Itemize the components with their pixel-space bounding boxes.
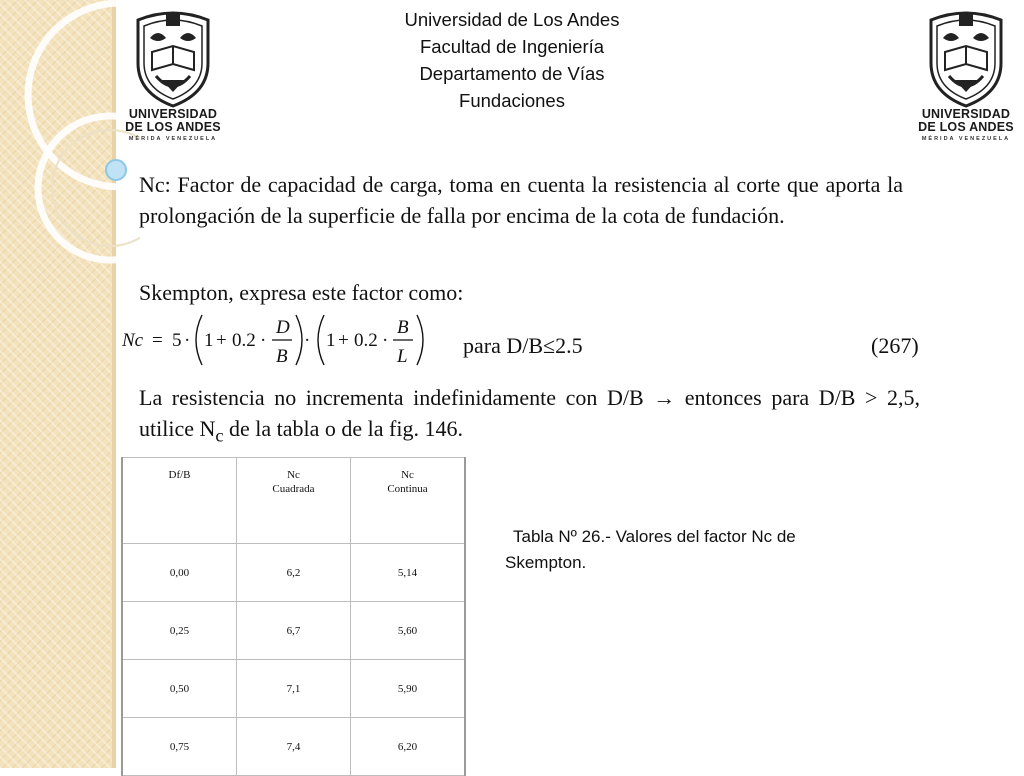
logo-word-universidad: UNIVERSIDAD: [128, 107, 218, 121]
header-nc-continua: [351, 458, 466, 544]
table-row: [122, 718, 465, 776]
right-paren-2: [417, 315, 423, 365]
nc-values-table: [121, 457, 466, 776]
formula-dot-2: ·: [382, 330, 389, 351]
table-row: [122, 660, 465, 718]
formula-lhs: Nc: [122, 330, 144, 351]
crest-icon: [921, 8, 1011, 108]
table-caption: [505, 524, 865, 576]
cell-df-b: 0,50: [122, 660, 237, 718]
cell-nc-continua: 5,90: [351, 660, 466, 718]
formula-denominator-2: L: [397, 346, 408, 367]
header-nc-cuadrada: [237, 458, 351, 544]
cell-nc-cuadrada: 7,4: [237, 718, 351, 776]
caption-line-1: Tabla Nº 26.- Valores del factor Nc de: [513, 527, 796, 546]
slide-header: [300, 6, 724, 114]
cell-nc-cuadrada: 6,2: [237, 544, 351, 602]
right-paren-1: [296, 315, 302, 365]
university-logo-right: [918, 8, 1014, 158]
note-text-part1: La resistencia no incrementa indefinidamente con D/B → entonces para D/B > 2,5, utilice N: [139, 385, 920, 441]
cell-nc-cuadrada: 6,7: [237, 602, 351, 660]
formula-dot-1: ·: [260, 330, 267, 351]
header-department: Departamento de Vías: [419, 63, 605, 84]
formula-condition: para D/B≤2.5: [463, 333, 583, 358]
formula-plus-2: +: [338, 330, 349, 351]
logo-word-de-los-andes: DE LOS ANDES: [918, 120, 1014, 134]
skempton-formula: [120, 309, 430, 371]
university-logo-left: [125, 8, 221, 158]
logo-subtitle: MÉRIDA VENEZUELA: [128, 136, 218, 142]
logo-word-de-los-andes: DE LOS ANDES: [125, 120, 221, 134]
header-df-b: [122, 458, 237, 544]
formula-denominator-1: B: [276, 346, 288, 367]
equation-number: (267): [871, 333, 919, 358]
nc-definition-paragraph: Nc: Factor de capacidad de carga, toma en cuenta la resistencia al corte que aporta la prolongación de la superficie de falla por encima de la cota de fundación.: [139, 172, 903, 228]
note-text-part2: de la tabla o de la fig. 146.: [223, 416, 463, 441]
header-text: Continua: [387, 483, 428, 495]
formula-dot-mid: ·: [304, 330, 311, 351]
cell-df-b: 0,25: [122, 602, 237, 660]
header-text: Nc: [401, 469, 414, 481]
decorative-rings: [0, 0, 140, 300]
bullet-dot-icon: [106, 160, 126, 180]
header-course: Fundaciones: [459, 90, 565, 111]
note-subscript: c: [215, 425, 224, 446]
formula-coefficient: 5: [172, 330, 182, 351]
header-text: Df/B: [168, 469, 191, 481]
nc-values-table-wrapper: [121, 457, 466, 776]
cell-df-b: 0,00: [122, 544, 237, 602]
logo-word-universidad: UNIVERSIDAD: [921, 107, 1011, 121]
cell-nc-continua: 5,14: [351, 544, 466, 602]
formula-plus-1: +: [216, 330, 227, 351]
resistance-note-paragraph: [139, 382, 920, 451]
left-paren-1: [196, 315, 202, 365]
formula-equals: =: [152, 330, 163, 351]
logo-subtitle: MÉRIDA VENEZUELA: [921, 136, 1011, 142]
formula-numerator-2: B: [397, 317, 409, 338]
caption-line-2: Skempton.: [505, 553, 587, 572]
table-row: [122, 602, 465, 660]
formula-numerator-1: D: [276, 317, 290, 338]
cell-df-b: 0,75: [122, 718, 237, 776]
table-row: [122, 544, 465, 602]
crest-icon: [128, 8, 218, 108]
header-text: Cuadrada: [272, 483, 315, 495]
formula-k-2: 0.2: [354, 330, 378, 351]
header-university: Universidad de Los Andes: [404, 9, 620, 30]
cell-nc-continua: 5,60: [351, 602, 466, 660]
formula-one-1: 1: [204, 330, 214, 351]
header-faculty: Facultad de Ingeniería: [419, 36, 605, 57]
left-paren-2: [318, 315, 324, 365]
cell-nc-continua: 6,20: [351, 718, 466, 776]
formula-k-1: 0.2: [232, 330, 256, 351]
skempton-intro-paragraph: Skempton, expresa este factor como:: [139, 280, 464, 305]
formula-one-2: 1: [326, 330, 336, 351]
header-text: Nc: [287, 469, 300, 481]
formula-dot: ·: [184, 330, 191, 351]
table-header-row: [122, 458, 465, 544]
cell-nc-cuadrada: 7,1: [237, 660, 351, 718]
